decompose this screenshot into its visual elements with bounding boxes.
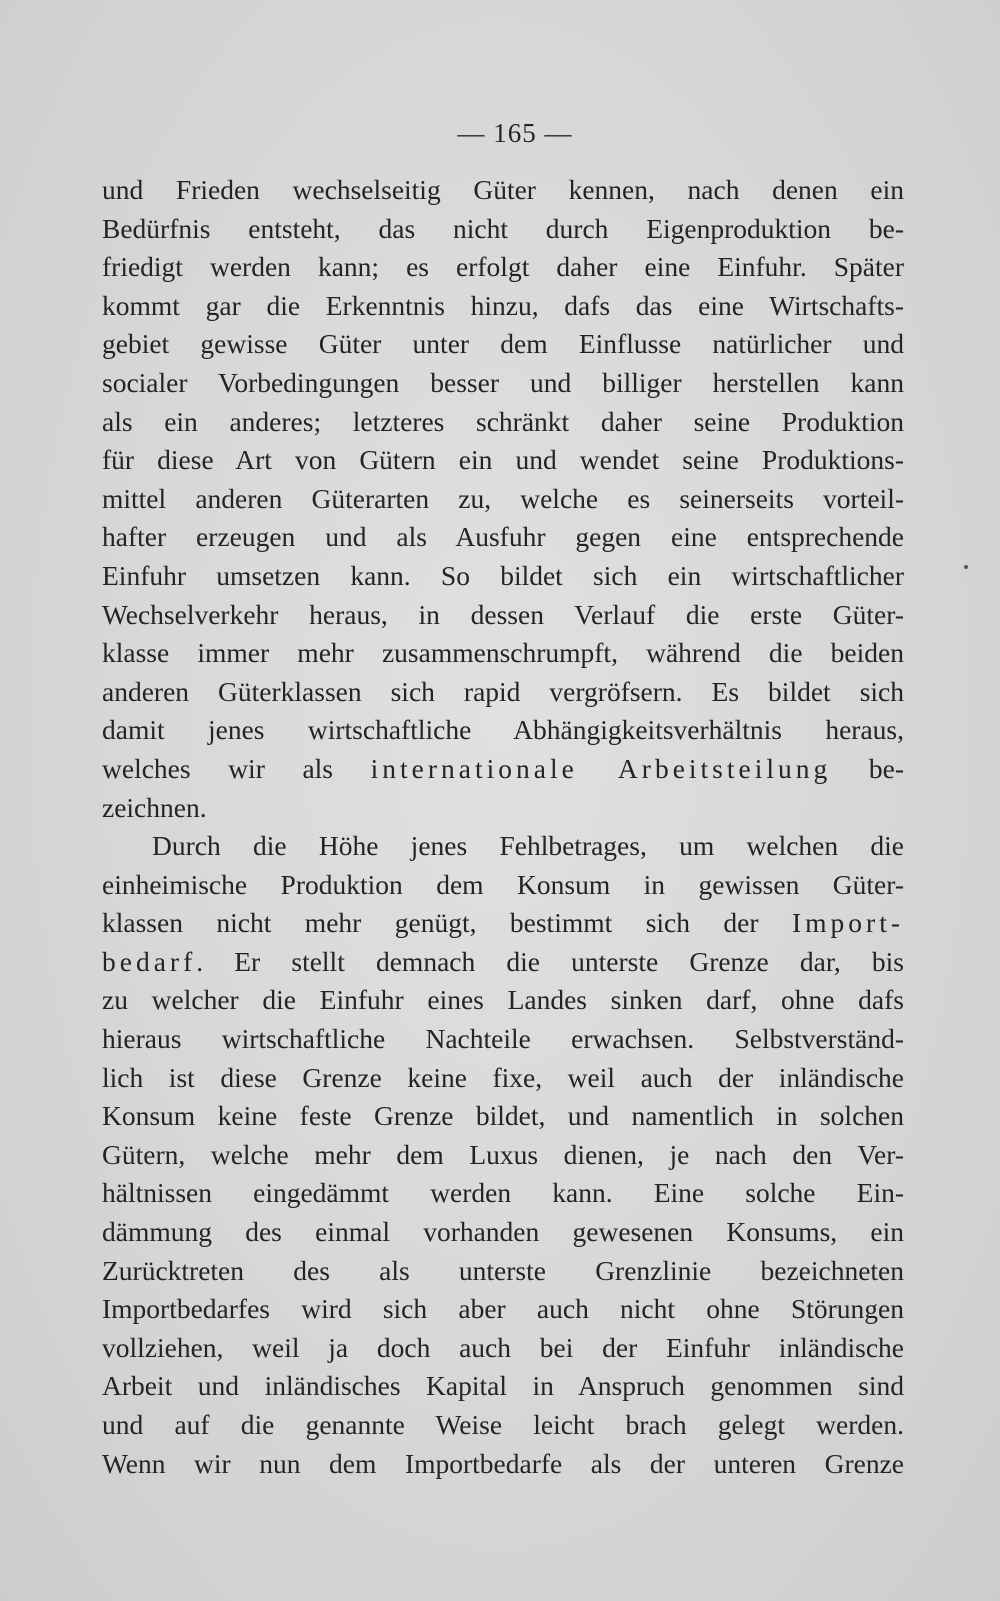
text-line: gebiet gewisse Güter unter dem Einflusse natürlicher und <box>102 328 904 360</box>
text-line: hältnissen eingedämmt werden kann. Eine solche Ein- <box>102 1177 904 1209</box>
text-line: Konsum keine feste Grenze bildet, und namentlich in solchen <box>102 1100 904 1132</box>
text-line: Gütern, welche mehr dem Luxus dienen, je nach den Ver- <box>102 1138 904 1170</box>
text-line: klasse immer mehr zusammenschrumpft, während die beiden <box>102 637 904 669</box>
text-line <box>102 750 904 789</box>
text-line: hieraus wirtschaftliche Nachteile erwachsen. Selbstverständ- <box>102 1023 904 1055</box>
text-line: Bedürfnis entsteht, das nicht durch Eigenproduktion be- <box>102 212 904 244</box>
text-line: Wenn wir nun dem Importbedarfe als der unteren Grenze <box>102 1447 904 1479</box>
text-line: zeichnen. <box>102 791 207 823</box>
text-segment: . Er stellt demnach die unterste Grenze dar, bis <box>196 945 904 977</box>
text-line: Zurücktreten des als unterste Grenzlinie bezeichneten <box>102 1254 904 1286</box>
text-line: friedigt werden kann; es erfolgt daher eine Einfuhr. Später <box>102 251 904 283</box>
text-line <box>102 943 904 982</box>
text-line: dämmung des einmal vorhanden gewesenen Konsums, ein <box>102 1216 904 1248</box>
text-line: lich ist diese Grenze keine fixe, weil auch der inländische <box>102 1061 904 1093</box>
text-line: und auf die genannte Weise leicht brach gelegt werden. <box>102 1409 904 1440</box>
text-line: damit jenes wirtschaftliche Abhängigkeitsverhältnis heraus, <box>102 714 904 746</box>
spaced-emphasis: internationale Arbeitsteilung <box>370 752 832 784</box>
text-line: mittel anderen Güterarten zu, welche es seinerseits vorteil- <box>102 482 904 514</box>
paper-speck <box>964 565 968 569</box>
text-line: Einfuhr umsetzen kann. So bildet sich ein wirtschaftlicher <box>102 559 904 591</box>
text-line: als ein anderes; letzteres schränkt daher seine Produktion <box>102 405 904 437</box>
text-segment: welches wir als <box>102 752 371 784</box>
text-line: und Frieden wechselseitig Güter kennen, nach denen ein <box>102 174 904 205</box>
body-text <box>102 171 904 1483</box>
text-line: Wechselverkehr heraus, in dessen Verlauf die erste Güter- <box>102 598 904 630</box>
spaced-emphasis: Import- <box>791 907 904 939</box>
text-line: für diese Art von Gütern ein und wendet seine Produktions- <box>102 444 904 476</box>
text-line: Durch die Höhe jenes Fehlbetrages, um welchen die <box>152 830 904 862</box>
text-line: zu welcher die Einfuhr eines Landes sinken darf, ohne dafs <box>102 984 904 1016</box>
page-number: — 165 — <box>457 118 573 148</box>
text-segment: klassen nicht mehr genügt, bestimmt sich der <box>102 907 792 939</box>
text-line: einheimische Produktion dem Konsum in gewissen Güter- <box>102 868 904 900</box>
text-line: kommt gar die Erkenntnis hinzu, dafs das eine Wirtschafts- <box>102 289 904 321</box>
text-line: anderen Güterklassen sich rapid vergröfsern. Es bildet sich <box>102 675 904 707</box>
text-line: vollziehen, weil ja doch auch bei der Einfuhr inländische <box>102 1331 904 1363</box>
text-line: socialer Vorbedingungen besser und billiger herstellen kann <box>102 366 904 398</box>
text-line <box>102 904 904 943</box>
text-line: hafter erzeugen und als Ausfuhr gegen eine entsprechende <box>102 521 904 553</box>
text-line: Importbedarfes wird sich aber auch nicht ohne Störungen <box>102 1293 904 1325</box>
text-line: Arbeit und inländisches Kapital in Anspruch genommen sind <box>102 1370 904 1402</box>
spaced-emphasis: bedarf <box>102 945 197 977</box>
text-segment: be- <box>831 752 904 784</box>
